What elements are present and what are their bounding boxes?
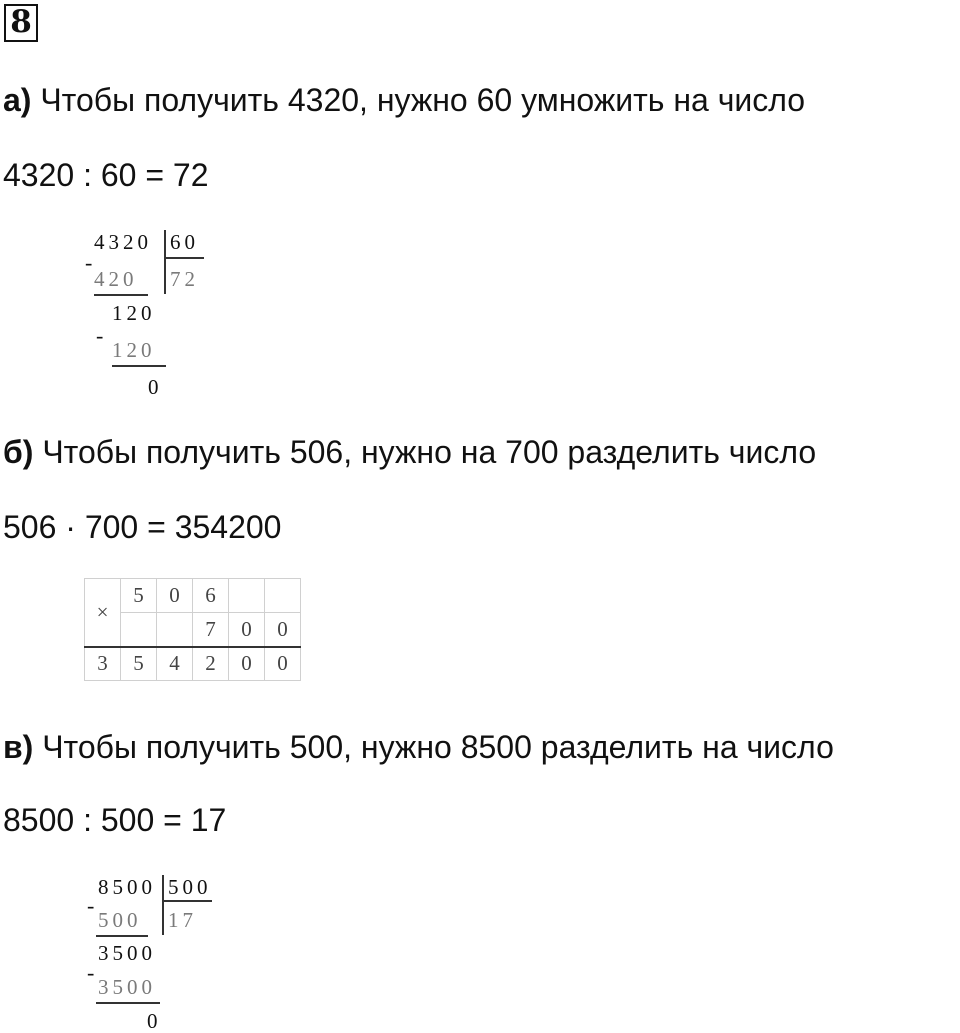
subtrahend: 500: [98, 908, 142, 932]
part-b-equation: 506 · 700 = 354200: [3, 509, 282, 545]
subtrahend: 120: [112, 338, 156, 362]
part-c-equation: 8500 : 500 = 17: [3, 802, 227, 838]
minus-sign: -: [85, 250, 93, 275]
part-a-statement: [3, 80, 805, 120]
quotient: 72: [170, 267, 199, 291]
result-cell: 5: [121, 647, 157, 681]
result-cell: 0: [265, 647, 301, 681]
final-remainder: 0: [147, 1009, 162, 1033]
part-c-text: Чтобы получить 500, нужно 8500 разделить на число: [42, 729, 834, 765]
quotient: 17: [168, 908, 197, 932]
cell: 6: [193, 579, 229, 613]
minus-sign: -: [96, 323, 104, 348]
divisor: 500: [168, 875, 212, 899]
part-a-text: Чтобы получить 4320, нужно 60 умножить на число: [40, 82, 806, 118]
minus-sign: -: [87, 893, 95, 918]
part-a-equation: 4320 : 60 = 72: [3, 157, 209, 193]
result-cell: 0: [229, 647, 265, 681]
part-b-statement: [3, 432, 816, 472]
subtrahend: 3500: [98, 975, 156, 999]
cell: [229, 579, 265, 613]
part-b-text: Чтобы получить 506, нужно на 700 разделить число: [42, 434, 817, 470]
subtraction-line: [96, 935, 148, 937]
result-cell: 4: [157, 647, 193, 681]
part-a-label: а): [3, 82, 32, 118]
result-cell: 2: [193, 647, 229, 681]
result-cell: 3: [85, 647, 121, 681]
remainder: 3500: [98, 941, 156, 965]
part-b-label: б): [3, 434, 34, 470]
final-remainder: 0: [148, 375, 163, 399]
division-bar: [162, 875, 164, 935]
cell: [265, 579, 301, 613]
cell: 0: [157, 579, 193, 613]
division-bar: [164, 230, 166, 294]
part-c-label: в): [3, 729, 34, 765]
cell: 7: [193, 613, 229, 647]
subtraction-line: [96, 1002, 160, 1004]
remainder: 120: [112, 301, 156, 325]
divisor: 60: [170, 230, 199, 254]
cell: [121, 613, 157, 647]
task-number: 8: [4, 4, 38, 42]
multiplication-table: [84, 578, 301, 681]
cell: 5: [121, 579, 157, 613]
quotient-line: [164, 900, 212, 902]
cell: [157, 613, 193, 647]
subtraction-line: [94, 294, 148, 296]
quotient-line: [166, 257, 204, 259]
subtraction-line: [112, 365, 166, 367]
minus-sign: -: [87, 960, 95, 985]
cell: 0: [229, 613, 265, 647]
dividend: 8500: [98, 875, 156, 899]
part-c-statement: [3, 727, 834, 767]
cell: 0: [265, 613, 301, 647]
subtrahend: 420: [94, 267, 138, 291]
dividend: 4320: [94, 230, 152, 254]
multiply-sign: ×: [85, 579, 121, 647]
